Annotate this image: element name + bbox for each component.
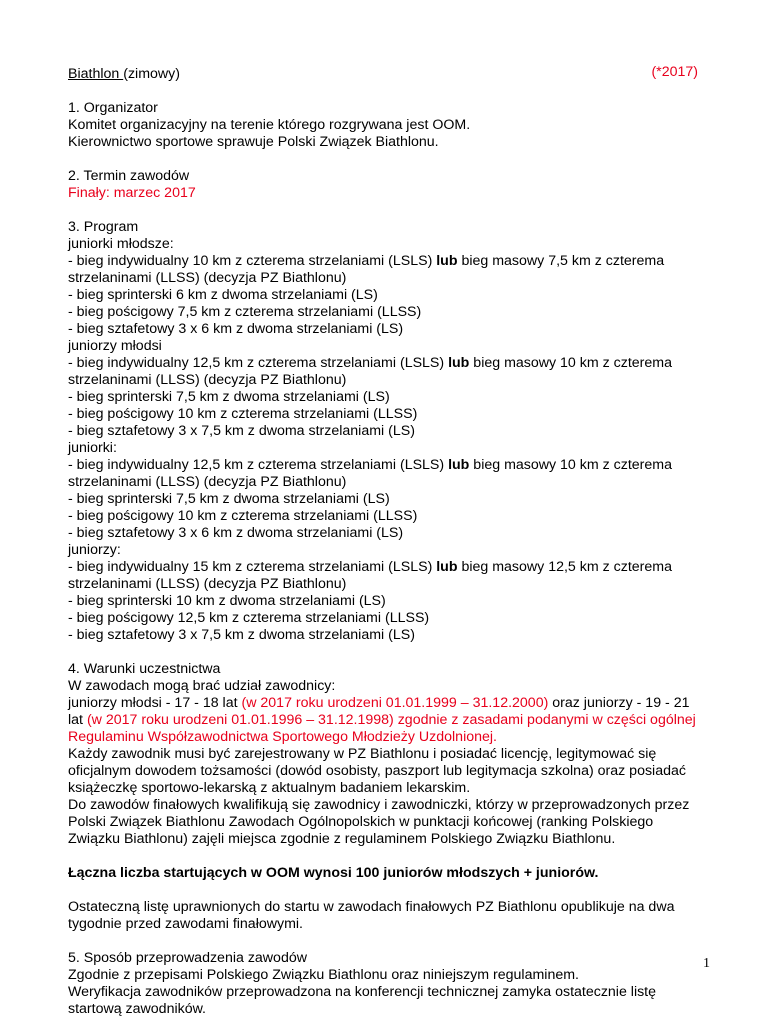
program-item: - bieg sztafetowy 3 x 6 km z dwoma strzelaniami (LS) [68, 525, 404, 541]
page-number: 1 [703, 956, 710, 971]
program-item: - bieg pościgowy 7,5 km z czterema strzelaniami (LLSS) [68, 304, 422, 320]
program-item: - bieg indywidualny 12,5 km z czterema strzelaniami (LSLS) lub bieg masowy 10 km z czterema [68, 355, 672, 371]
document-page [68, 66, 708, 1035]
program-item: - bieg sprinterski 7,5 km z dwoma strzelaniami (LS) [68, 491, 390, 507]
section-heading: 3. Program [68, 219, 139, 235]
program-item: - bieg sprinterski 10 km z dwoma strzelaniami (LS) [68, 593, 386, 609]
program-item: strzelaninami (LLSS) (decyzja PZ Biathlonu) [68, 372, 347, 388]
text-line: Związku Biathlonu) zajęli miejsca zgodnie z regulaminem Polskiego Związku Biathlonu. [68, 831, 616, 847]
text-line: W zawodach mogą brać udział zawodnicy: [68, 678, 336, 694]
group-label: juniorzy: [68, 542, 121, 558]
section-organizer [68, 100, 708, 151]
program-item: strzelaninami (LLSS) (decyzja PZ Biathlonu) [68, 474, 347, 490]
program-item: - bieg indywidualny 10 km z czterema strzelaniami (LSLS) lub bieg masowy 7,5 km z czterema [68, 253, 665, 269]
document-title [68, 66, 708, 83]
section-conditions [68, 661, 708, 848]
section-heading: 1. Organizator [68, 100, 158, 116]
program-item: - bieg pościgowy 10 km z czterema strzelaniami (LLSS) [68, 406, 418, 422]
text-line: Ostateczną listę uprawnionych do startu w zawodach finałowych PZ Biathlonu opublikuje na dwa [68, 899, 675, 915]
section-procedure [68, 950, 708, 1018]
title-sub: (zimowy) [123, 66, 180, 82]
section-program [68, 219, 708, 644]
text-line: książeczkę sportowo-lekarską z aktualnym badaniem lekarskim. [68, 780, 471, 796]
section-heading: 2. Termin zawodów [68, 168, 190, 184]
program-item: - bieg indywidualny 15 km z czterema strzelaniami (LSLS) lub bieg masowy 12,5 km z czterema [68, 559, 672, 575]
text-line: Zgodnie z przepisami Polskiego Związku Biathlonu oraz niniejszym regulaminem. [68, 967, 579, 983]
program-item: - bieg pościgowy 10 km z czterema strzelaniami (LLSS) [68, 508, 418, 524]
group-label: juniorki: [68, 440, 117, 456]
text-line: oficjalnym dowodem tożsamości (dowód osobisty, paszport lub legitymacja szkolna) oraz posiadać [68, 763, 686, 779]
text-line: Komitet organizacyjny na terenie którego rozgrywana jest OOM. [68, 117, 471, 133]
section-date [68, 168, 708, 202]
section-heading: 5. Sposób przeprowadzenia zawodów [68, 950, 307, 966]
final-list-note [68, 899, 708, 933]
title-main: Biathlon [68, 66, 124, 82]
age-line: Regulaminu Współzawodnictwa Sportowego Młodzieży Uzdolnionej. [68, 729, 497, 745]
text-line: Do zawodów finałowych kwalifikują się zawodnicy i zawodniczki, którzy w przeprowadzonych przez [68, 797, 690, 813]
text-line: Weryfikacja zawodników przeprowadzona na konferencji technicznej zamyka ostatecznie listę [68, 984, 657, 1000]
program-item: - bieg pościgowy 12,5 km z czterema strzelaniami (LLSS) [68, 610, 430, 626]
year-tag: (*2017) [651, 64, 698, 80]
program-item: - bieg indywidualny 12,5 km z czterema strzelaniami (LSLS) lub bieg masowy 10 km z czterema [68, 457, 672, 473]
age-line: lat (w 2017 roku urodzeni 01.01.1996 – 31.12.1998) zgodnie z zasadami podanymi w części ogólnej [68, 712, 696, 728]
program-item: - bieg sztafetowy 3 x 6 km z dwoma strzelaniami (LS) [68, 321, 404, 337]
program-item: strzelaninami (LLSS) (decyzja PZ Biathlonu) [68, 576, 347, 592]
program-item: - bieg sprinterski 6 km z dwoma strzelaniami (LS) [68, 287, 378, 303]
section-heading: 4. Warunki uczestnictwa [68, 661, 221, 677]
text-line: Każdy zawodnik musi być zarejestrowany w PZ Biathlonu i posiadać licencję, legitymować się [68, 746, 657, 762]
text-line: startową zawodników. [68, 1001, 207, 1017]
group-label: juniorki młodsze: [68, 236, 174, 252]
finals-date: Finały: marzec 2017 [68, 185, 196, 201]
text-line: tygodnie przed zawodami finałowymi. [68, 916, 303, 932]
text-line: Polski Związek Biathlonu Zawodach Ogólnopolskich w punktacji końcowej (ranking Polskiego [68, 814, 654, 830]
program-item: strzelaninami (LLSS) (decyzja PZ Biathlonu) [68, 270, 347, 286]
group-label: juniorzy młodsi [68, 338, 162, 354]
age-line: juniorzy młodsi - 17 - 18 lat (w 2017 roku urodzeni 01.01.1999 – 31.12.2000) oraz juniorzy - 19 - 21 [68, 695, 690, 711]
text-line: Kierownictwo sportowe sprawuje Polski Związek Biathlonu. [68, 134, 439, 150]
program-item: - bieg sztafetowy 3 x 7,5 km z dwoma strzelaniami (LS) [68, 423, 415, 439]
total-participants: Łączna liczba startujących w OOM wynosi 100 juniorów młodszych + juniorów. [68, 865, 599, 881]
program-item: - bieg sztafetowy 3 x 7,5 km z dwoma strzelaniami (LS) [68, 627, 415, 643]
program-item: - bieg sprinterski 7,5 km z dwoma strzelaniami (LS) [68, 389, 390, 405]
